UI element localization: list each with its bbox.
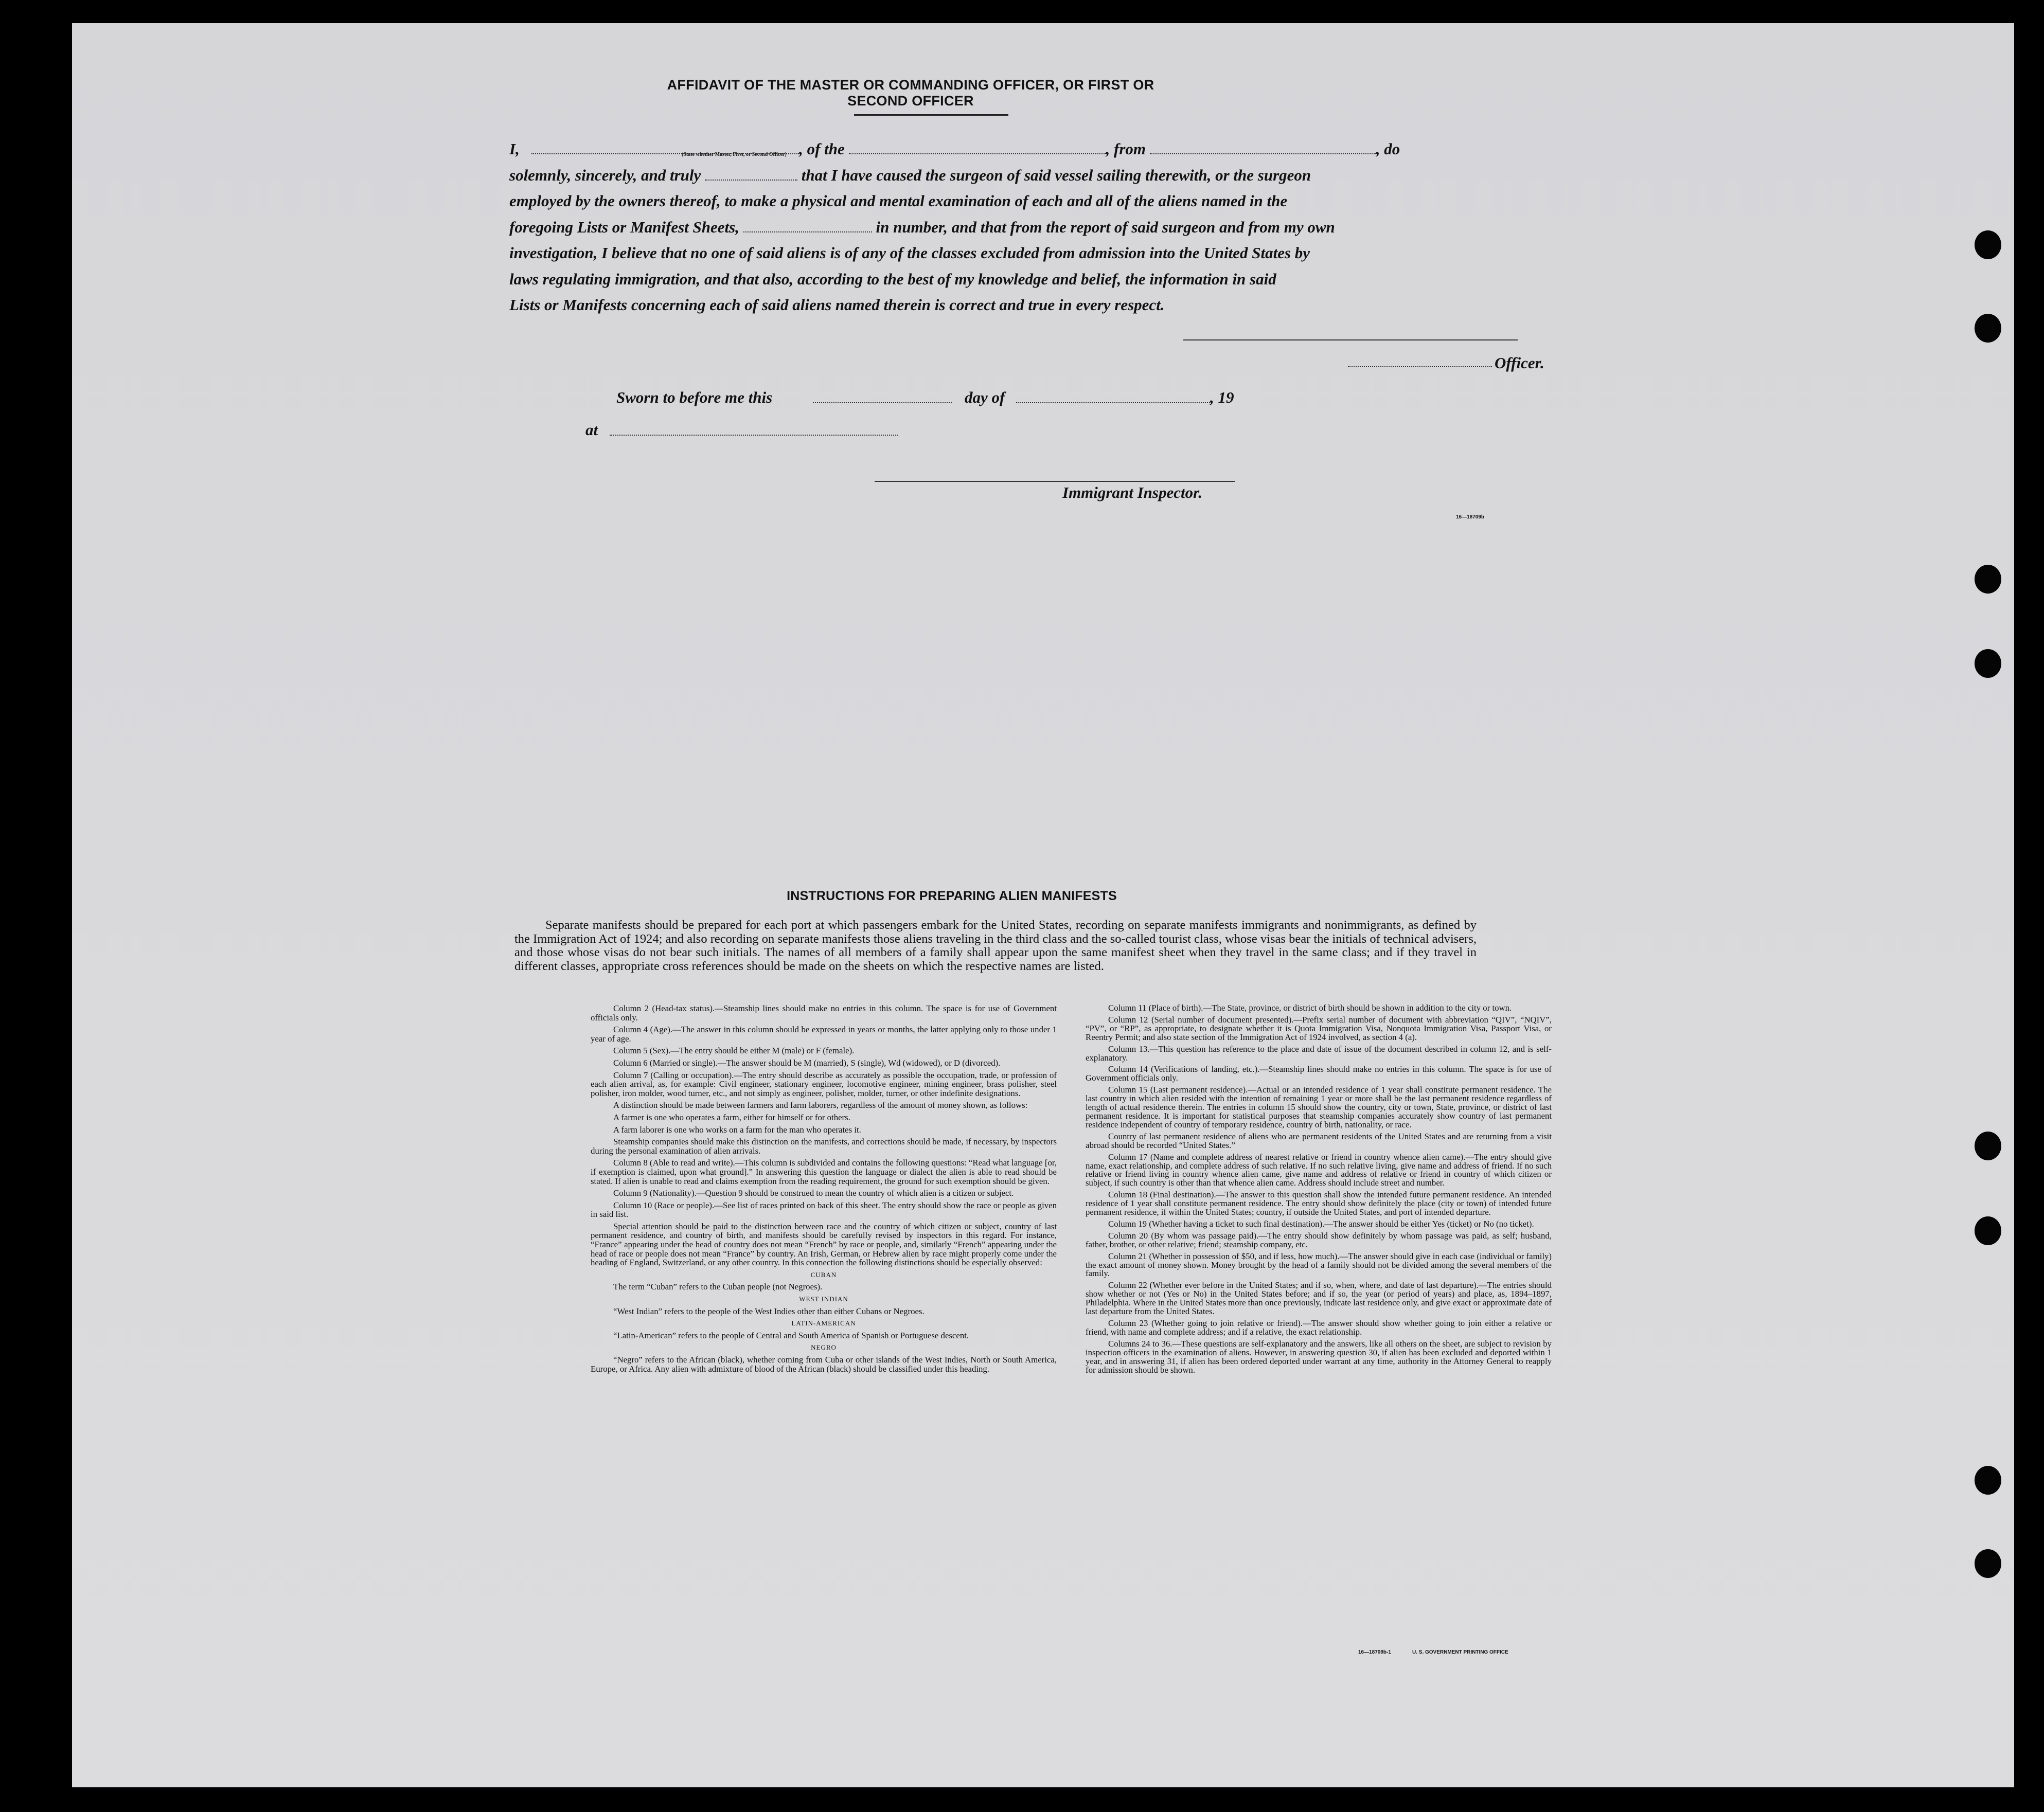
left-paragraph: A farmer is one who operates a farm, either for himself or for others.	[613, 1112, 850, 1122]
sworn-text: Sworn to before me this	[616, 388, 773, 406]
left-paragraph: A farm laborer is one who works on a farm for the man who operates it.	[613, 1124, 861, 1135]
sworn-day-blank[interactable]	[813, 402, 952, 403]
affidavit-title: AFFIDAVIT OF THE MASTER OR COMMANDING OFFICER, OR FIRST OR SECOND OFFICER	[667, 77, 1154, 109]
officer-signature-line	[1183, 339, 1518, 340]
right-paragraph: Column 23 (Whether going to join relative or friend).—The answer should show whether going to join either a relative or friend, with name and complete address; and if a relative, the exact relationship.	[1086, 1318, 1552, 1337]
right-paragraph: Column 13.—This question has reference to the place and date of issue of the document described in column 12, and is self-explanatory.	[1086, 1044, 1552, 1063]
right-paragraph: Column 19 (Whether having a ticket to such final destination).—The answer should be either Yes (ticket) or No (no ticket).	[1108, 1218, 1534, 1229]
form-number: 16—18709b	[1456, 514, 1485, 520]
officer-label: Officer.	[1495, 354, 1544, 372]
right-paragraph: Column 11 (Place of birth).—The State, province, or district of birth should be shown in addition to the city or town.	[1108, 1003, 1512, 1013]
footer-printing-office: U. S. GOVERNMENT PRINTING OFFICE	[1412, 1649, 1508, 1655]
right-paragraph: Column 14 (Verifications of landing, etc.).—Steamship lines should make no entries in this column. The space is for use of Government officials only.	[1086, 1064, 1552, 1083]
punch-hole	[1975, 1549, 2001, 1578]
inspector-label: Immigrant Inspector.	[1062, 483, 1203, 501]
affidavit-i: I,	[509, 140, 520, 158]
right-paragraph: Column 17 (Name and complete address of nearest relative or friend in country whence alien came).—The entry should give name, exact relationship, and complete address of such relative. If no such relative living, give name and address of friend. If no such relative or friend living in country whence alien came, give name and address of relative or friend in country of which citizen or subject, if such country is other than that whence alien came. Address should include street and number.	[1086, 1152, 1552, 1188]
left-paragraph: Special attention should be paid to the distinction between race and the country of which citizen or subject, country of last permanent residence, and country of birth, and manifests should be carefully revised by inspectors in this regard. For instance, “France” appearing under the head of country does not mean “French” by race or people, and, similarly “French” appearing under the head of race or people does not mean “France” by country. An Irish, German, or Hebrew alien by race might properly come under the heading of England, Switzerland, or any other country. In this connection the following distinctions should be especially observed:	[591, 1221, 1057, 1268]
west-indian-text: “West Indian” refers to the people of the West Indies other than either Cubans or Negroes.	[613, 1306, 925, 1316]
cuban-heading: CUBAN	[810, 1270, 837, 1279]
instructions-intro: Separate manifests should be prepared for each port at which passengers embark for the United States, recording on separate manifests immigrants and nonimmigrants, as defined by the Immigration Act of 1924; and also recording on separate manifests those aliens traveling in the third class and the so-called tourist class, whose visas bear the initials of technical advisers, and those whose visas do not bear such initials. The names of all members of a family shall appear upon the same manifest sheet when they travel in the same class; and if they travel in different classes, appropriate cross references should be made on the sheets on which the respective names are listed.	[514, 918, 1477, 973]
officer-dotted-line[interactable]	[1348, 366, 1492, 367]
instructions-title: INSTRUCTIONS FOR PREPARING ALIEN MANIFESTS	[787, 889, 1117, 903]
right-paragraph: Column 18 (Final destination).—The answer to this question shall show the intended future permanent residence. An intended residence of 1 year shall constitute permanent residence. The entry should show definitely the place (city or town) of intended future permanent residence, if within the United States; country, if outside the United States, and port of intended departure.	[1086, 1190, 1552, 1217]
rank-note: (State whether Master, First, or Second Officer)	[682, 152, 787, 157]
west-indian-heading: WEST INDIAN	[799, 1295, 848, 1303]
inspector-signature-line	[875, 481, 1235, 482]
left-paragraph: Steamship companies should make this distinction on the manifests, and corrections should be made, if necessary, by inspectors during the personal examination of alien arrivals.	[591, 1137, 1057, 1156]
negro-text: “Negro” refers to the African (black), whether coming from Cuba or other islands of the West Indies, North or South America, Europe, or Africa. Any alien with admixture of blood of the African (black) should be classified under this heading.	[591, 1355, 1057, 1374]
affidavit-line7: Lists or Manifests concerning each of said aliens named therein is correct and true in every respect.	[509, 296, 1165, 314]
footer-code: 16—18709b-1	[1358, 1649, 1391, 1655]
left-paragraph: Column 4 (Age).—The answer in this column should be expressed in years or months, the latter applying only to those under 1 year of age.	[591, 1025, 1057, 1044]
instructions-left-column	[591, 1004, 1057, 1376]
affidavit-do: , do	[1376, 140, 1400, 158]
affidavit-line6: laws regulating immigration, and that also, according to the best of my knowledge and belief, the information in said	[509, 270, 1276, 288]
punch-hole	[1975, 314, 2001, 343]
left-paragraph: Column 10 (Race or people).—See list of races printed on back of this sheet. The entry should show the race or people as given in said list.	[591, 1200, 1057, 1219]
at-label: at	[585, 421, 598, 439]
left-paragraph: Column 7 (Calling or occupation).—The entry should describe as accurately as possible the occupation, trade, or profession of each alien arrival, as, for example: Civil engineer, stationary engineer, locomotive engineer, mining engineer, brass polisher, steel polisher, iron molder, wood turner, etc., and not simply as engineer, polisher, molder, turner, or other indefinite designations.	[591, 1070, 1057, 1098]
sworn-month-blank[interactable]	[1016, 402, 1212, 403]
year-prefix: , 19	[1210, 388, 1234, 406]
punch-hole	[1975, 1466, 2001, 1495]
left-paragraph: Column 2 (Head-tax status).—Steamship lines should make no entries in this column. The space is for use of Government officials only.	[591, 1003, 1057, 1022]
punch-hole	[1975, 230, 2001, 259]
vessel-name-blank[interactable]	[849, 142, 1106, 154]
punch-hole	[1975, 1132, 2001, 1160]
punch-hole	[1975, 565, 2001, 594]
right-paragraph: Column 22 (Whether ever before in the United States; and if so, when, where, and date of last departure).—The entries should show whether or not (Yes or No) in the United States before; and if so, the year (or period of years) and place, as, 1894–1897, Philadelphia. Where in the United States more than once previously, indicate last residence only, and give exact or approximate date of last departure from the United States.	[1086, 1280, 1552, 1317]
affidavit-line4: foregoing Lists or Manifest Sheets, in number, and that from the report of said surgeon and from my own	[509, 218, 1335, 236]
swear-blank[interactable]	[705, 168, 797, 181]
affidavit-line5: investigation, I believe that no one of said aliens is of any of the classes excluded from admission into the United States by	[509, 244, 1310, 262]
negro-heading: NEGRO	[811, 1343, 837, 1352]
punch-hole	[1975, 649, 2001, 678]
day-of-text: day of	[965, 388, 1005, 406]
left-paragraph: Column 9 (Nationality).—Question 9 should be construed to mean the country of which alien is a citizen or subject.	[613, 1188, 1014, 1198]
affidavit-from: , from	[1106, 140, 1146, 158]
latin-american-heading: LATIN-AMERICAN	[791, 1319, 856, 1327]
affidavit-line2: solemnly, sincerely, and truly that I have caused the surgeon of said vessel sailing therewith, or the surgeon	[509, 166, 1311, 184]
right-paragraph: Columns 24 to 36.—These questions are self-explanatory and the answers, like all others on the sheet, are subject to revision by inspection officers in the examination of aliens. However, in answering question 30, if alien has been excluded and deported within 1 year, and in answering 31, if alien has been ordered deported under warrant at any time, authority in the Attorney General to reapply for admission should be shown.	[1086, 1338, 1552, 1375]
right-paragraph: Column 12 (Serial number of document presented).—Prefix serial number of document with abbreviation “QIV”, “NQIV”, “PV”, or “RP”, as appropriate, to designate whether it is Quota Immigration Visa, Nonquota Immigration Visa, Passport Visa, or Reentry Permit; and also state section of the Immigration Act of 1924 involved, as section 4 (a).	[1086, 1014, 1552, 1042]
port-blank[interactable]	[1150, 142, 1376, 154]
right-paragraph: Column 21 (Whether in possession of $50, and if less, how much).—The answer should give in each case (individual or family) the exact amount of money shown. Money brought by the head of a family should not be divided among the several members of the family.	[1086, 1251, 1552, 1279]
affidavit-line3: employed by the owners thereof, to make a physical and mental examination of each and all of the aliens named in the	[509, 192, 1288, 210]
title-rule	[854, 114, 1008, 116]
at-blank[interactable]	[610, 435, 898, 436]
count-blank[interactable]	[743, 220, 872, 232]
left-paragraph: Column 6 (Married or single).—The answer should be M (married), S (single), Wd (widowed), or D (divorced).	[613, 1057, 1001, 1068]
right-paragraph: Country of last permanent residence of aliens who are permanent residents of the United States and are returning from a visit abroad should be recorded “United States.”	[1086, 1131, 1552, 1150]
left-paragraph: Column 8 (Able to read and write).—This column is subdivided and contains the following questions: “Read what language [or, if exemption is claimed, upon what ground].” In answering this question the language or dialect the alien is able to read should be stated. If alien is unable to read and claims exemption from the reading requirement, the ground for such exemption should be given.	[591, 1158, 1057, 1186]
left-paragraph: A distinction should be made between farmers and farm laborers, regardless of the amount of money shown, as follows:	[613, 1100, 1028, 1110]
instructions-right-column	[1086, 1004, 1552, 1377]
latin-american-text: “Latin-American” refers to the people of Central and South America of Spanish or Portuguese descent.	[613, 1330, 969, 1340]
affidavit-body	[509, 136, 1471, 318]
affidavit-of-the: , of the	[799, 140, 845, 158]
left-paragraph: Column 5 (Sex).—The entry should be either M (male) or F (female).	[613, 1046, 855, 1056]
punch-hole	[1975, 1216, 2001, 1245]
right-paragraph: Column 15 (Last permanent residence).—Actual or an intended residence of 1 year shall constitute permanent residence. The last country in which alien resided with the intention of remaining 1 year or more shall be the last permanent residence regardless of length of actual residence therein. The entries in column 15 should show the country, city or town, State, province, or district of last permanent residence. It is important for statistical purposes that steamship companies accurately show country of last permanent residence independent of country of temporary residence, country of birth, nationality, or race.	[1086, 1085, 1552, 1129]
right-paragraph: Column 20 (By whom was passage paid).—The entry should show definitely by whom passage was paid, as self; husband, father, brother, or other relative; friend; steamship company, etc.	[1086, 1230, 1552, 1249]
cuban-text: The term “Cuban” refers to the Cuban people (not Negroes).	[613, 1282, 823, 1292]
